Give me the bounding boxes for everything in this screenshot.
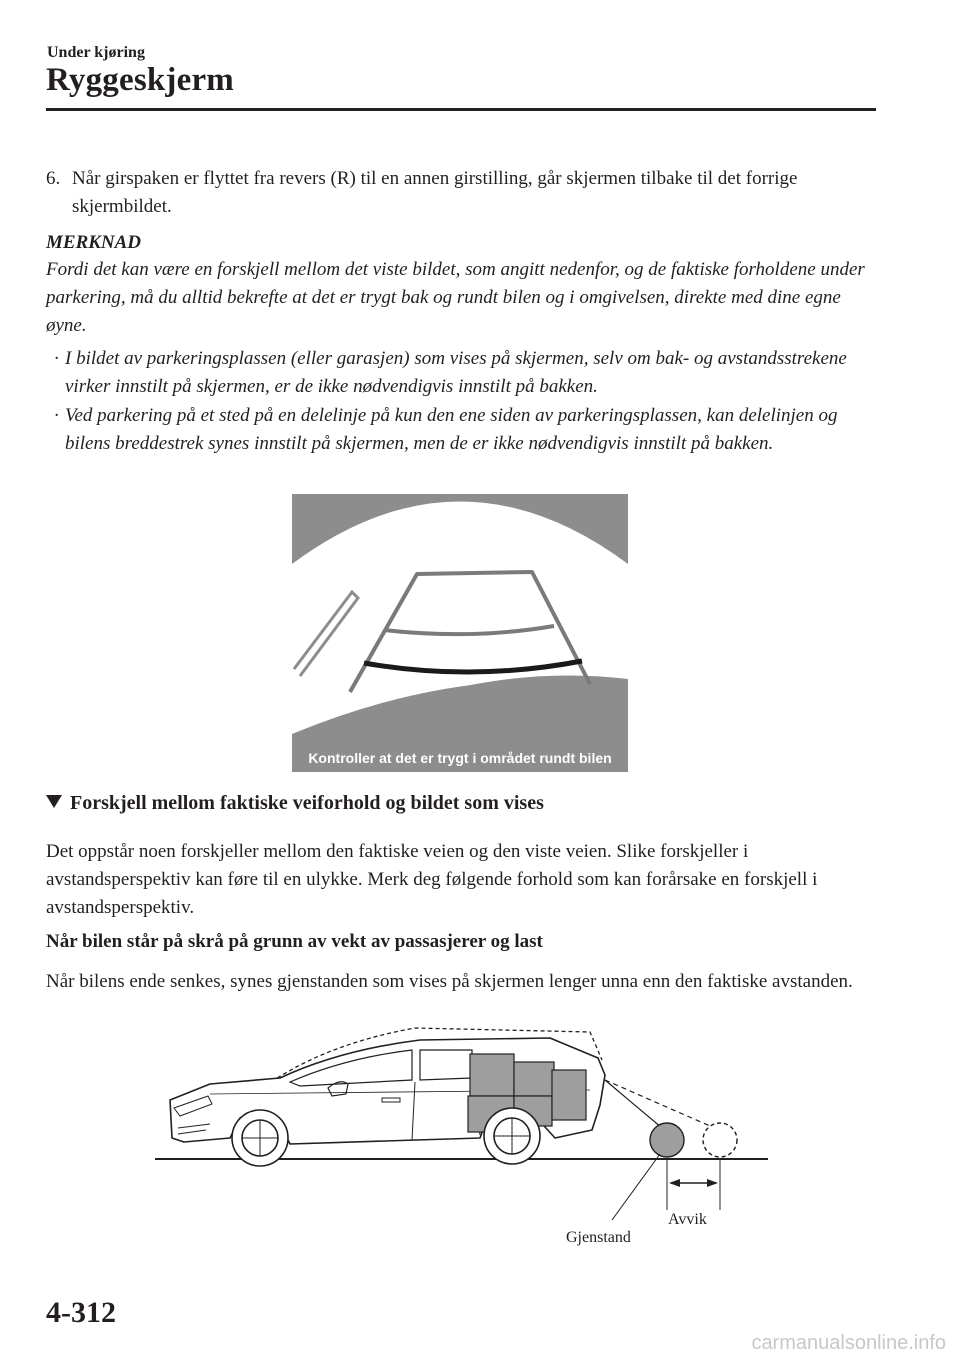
car-tilt-illustration — [150, 1020, 780, 1260]
note-body: Fordi det kan være en forskjell mellom det viste bildet, som angitt nedenfor, og de faktiske forholdene under parkering, må du alltid bekrefte at det er trygt bak og rundt bilen og i omgivelsen, direkte med dine egne øyne. — [46, 259, 865, 336]
step-text: Når girspaken er flyttet fra revers (R) til en annen girstilling, går skjermen tilbake til det forrige skjermbildet. — [72, 168, 798, 217]
subsection-heading-text: Forskjell mellom faktiske veiforhold og bildet som vises — [70, 792, 544, 814]
subsection-heading — [46, 792, 544, 815]
deviation-label: Avvik — [668, 1211, 707, 1228]
step-6 — [46, 165, 886, 221]
note-bullet — [54, 345, 884, 401]
triangle-down-icon — [46, 795, 62, 808]
bullet-text: Ved parkering på et sted på en delelinje på kun den ene siden av parkeringsplassen, kan delelinjen og bilens breddestrek synes innstilt på skjermen, men de er ikke nødvendigvis innstilt på bakken. — [65, 405, 838, 454]
car-graphic — [150, 1020, 780, 1260]
case-body: Når bilens ende senkes, synes gjenstanden som vises på skjermen lenger unna enn den faktiske avstanden. — [46, 971, 853, 992]
note-bullet — [54, 402, 884, 458]
section-label: Under kjøring — [47, 44, 145, 61]
watermark: carmanualsonline.info — [751, 1332, 946, 1354]
subsection-body: Det oppstår noen forskjeller mellom den faktiske veien og den viste veien. Slike forskjeller i avstandsperspektiv kan føre til en ulykke. Merk deg følgende forhold som kan forårsake en forskjell i avstandsperspektiv. — [46, 841, 818, 918]
note-heading: MERKNAD — [46, 232, 142, 253]
page-number: 4-312 — [46, 1296, 116, 1329]
bullet-dot: · — [54, 405, 59, 426]
case-heading: Når bilen står på skrå på grunn av vekt av passasjerer og last — [46, 931, 543, 952]
title-divider — [46, 108, 876, 111]
bullet-text: I bildet av parkeringsplassen (eller garasjen) som vises på skjermen, selv om bak- og avstandsstrekene virker innstilt på skjermen, er de ikke nødvendigvis innstilt på bakken. — [65, 348, 847, 397]
camera-view-graphic — [292, 494, 628, 772]
screen-caption: Kontroller at det er trygt i området rundt bilen — [308, 750, 612, 766]
page-title: Ryggeskjerm — [46, 62, 234, 98]
rear-camera-screen-illustration — [292, 494, 628, 772]
step-number: 6. — [46, 168, 61, 189]
bullet-dot: · — [54, 348, 59, 369]
object-label: Gjenstand — [566, 1229, 631, 1246]
